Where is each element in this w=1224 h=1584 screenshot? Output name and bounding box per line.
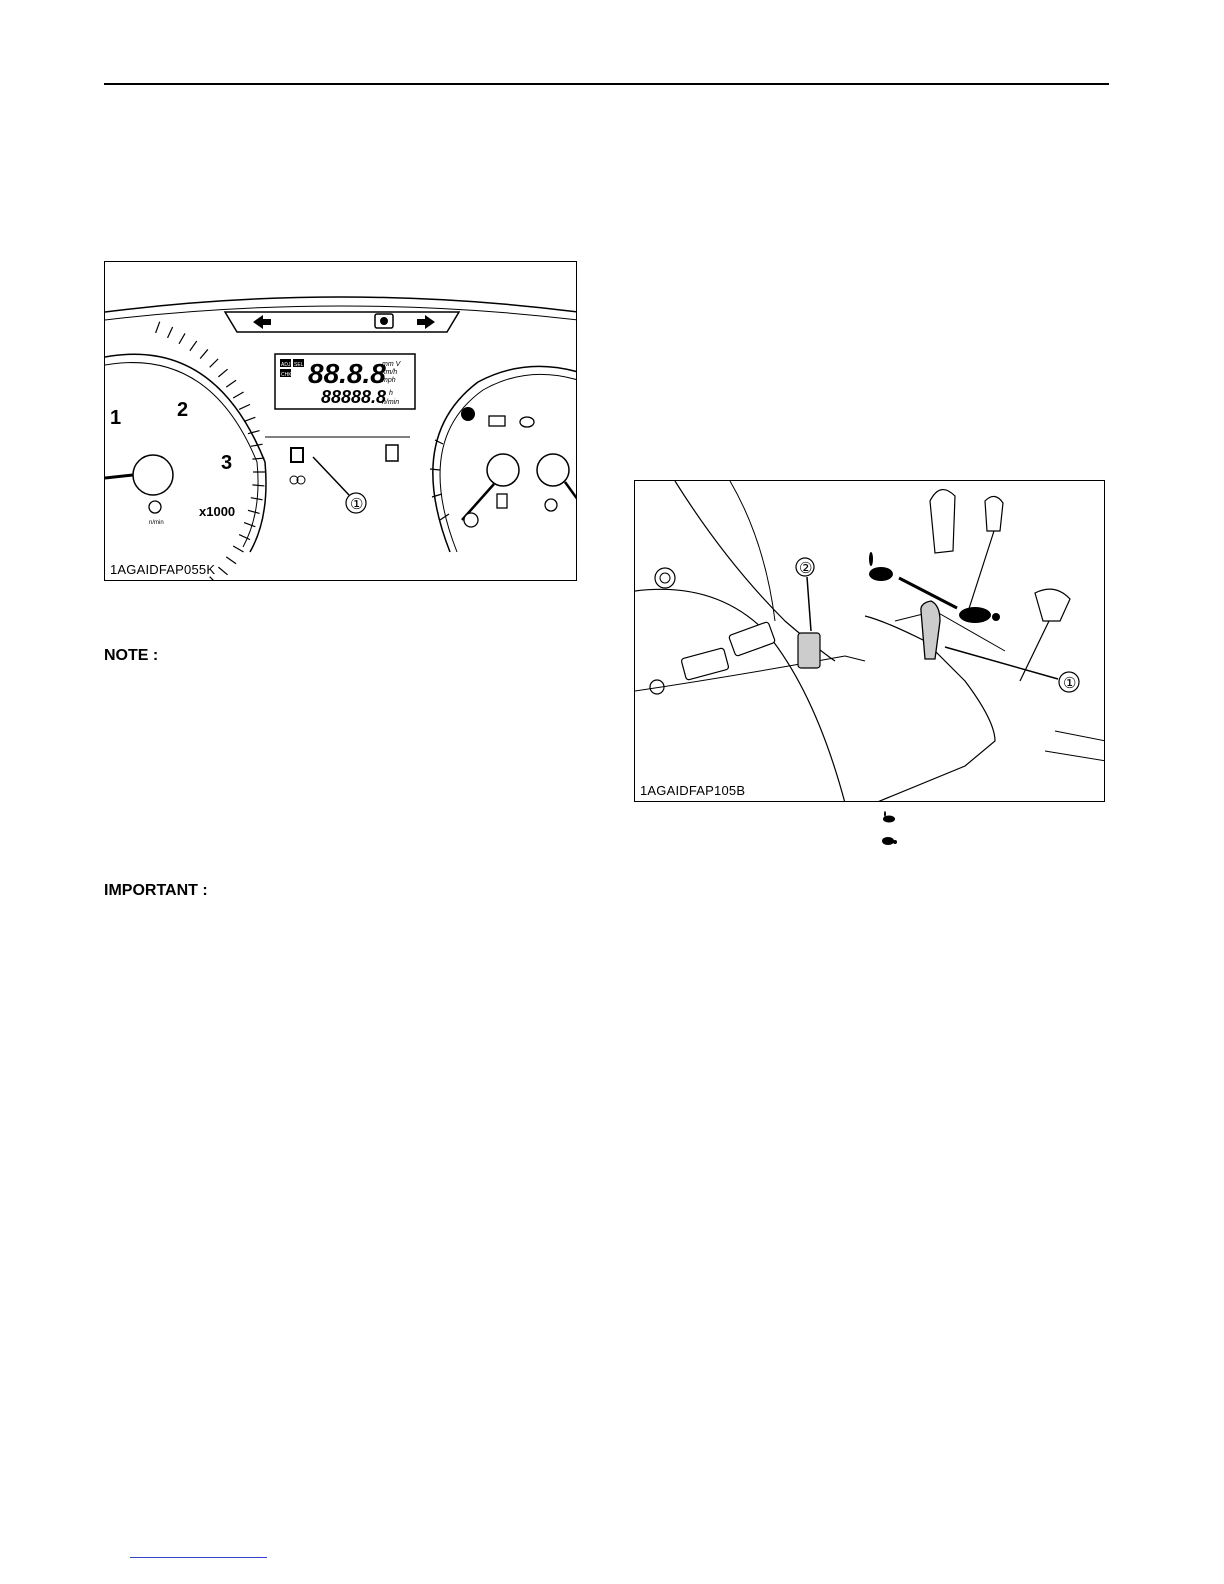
tach-number-3: 3 (221, 452, 233, 474)
range-shift-lever-drawing (635, 481, 1105, 802)
legend-rabbit-icon (881, 811, 897, 826)
upper-lever (985, 496, 1003, 531)
tach-unit: n/min (149, 520, 164, 526)
tach-tick (251, 498, 263, 500)
tach-tick (233, 546, 243, 552)
tach-tick (156, 322, 160, 333)
tach-tick (252, 485, 264, 486)
fuel-gauge-hub (487, 454, 519, 486)
tach-tick (168, 327, 173, 338)
callout-2: ② (799, 560, 813, 577)
tach-tick (233, 392, 243, 398)
lcd-top-digits: 88.8.8 (308, 358, 386, 389)
lcd-unit-mmv: mm V (382, 361, 401, 368)
engine-speed-icon (149, 501, 161, 513)
lcd-bottom-digits: 88888.8 (321, 387, 387, 407)
tach-needle (105, 475, 133, 478)
instrument-panel-drawing (105, 262, 577, 581)
callout-1b: ① (1063, 675, 1077, 692)
coolant-cold-icon (461, 407, 475, 421)
temp-gauge-needle (565, 482, 577, 500)
footer-link-underline (130, 1557, 267, 1558)
tach-tick (218, 369, 227, 377)
fuel-warning-icon (386, 445, 398, 461)
lcd-badge-sel: SEL (294, 362, 304, 368)
important-label: IMPORTANT : (104, 882, 208, 899)
side-lever (1035, 589, 1070, 621)
rabbit-icon (869, 552, 893, 581)
lcd-unit-h: h (389, 390, 393, 397)
tach-number-1: 1 (110, 407, 122, 429)
callout-1: ① (350, 496, 364, 513)
tach-tick (244, 523, 255, 527)
brake-pedals (681, 621, 776, 680)
figure2-code: 1AGAIDFAP105B (640, 783, 746, 798)
tach-tick (179, 333, 185, 343)
4wd-icon (291, 448, 303, 462)
tach-tick (239, 404, 250, 409)
oil-icon (520, 417, 534, 427)
tach-hub (133, 455, 173, 495)
tach-tick (190, 341, 197, 351)
legend-turtle-icon (881, 834, 897, 849)
tach-tick (244, 417, 255, 421)
battery-icon (489, 416, 505, 426)
coolant-temp-icon (545, 499, 557, 511)
callout-2-arrow (807, 577, 811, 631)
tach-tick (200, 349, 208, 358)
figure1-code: 1AGAIDFAP055K (110, 562, 216, 577)
tach-tick (252, 458, 264, 459)
tach-tick (248, 510, 260, 513)
empty-marker-icon (464, 513, 478, 527)
tach-tick-marks (131, 322, 265, 581)
callout-1-arrow (945, 647, 1058, 679)
glow-plug-icon (290, 476, 305, 484)
lcd-unit-mph: mph (382, 377, 396, 384)
note-label: NOTE : (104, 647, 159, 664)
tach-tick (226, 557, 236, 564)
tach-tick (226, 380, 236, 387)
hst-pedal (798, 633, 820, 668)
range-gear-lever (921, 601, 940, 659)
lcd-badge-adj: ADJ (281, 362, 291, 368)
lcd-unit-nmin: n/min (382, 399, 400, 406)
tach-tick (210, 359, 218, 367)
tach-tick (210, 577, 218, 581)
tach-tick (218, 567, 227, 575)
instrument-panel-figure (104, 261, 577, 581)
fuel-icon (497, 494, 507, 508)
callout-arrow (313, 457, 349, 495)
tach-number-2: 2 (177, 399, 189, 421)
lcd-unit-kmh: km/h (382, 369, 398, 376)
temp-gauge-hub (537, 454, 569, 486)
range-shift-lever-figure (634, 480, 1105, 802)
lcd-badge-chk: CHK (281, 372, 292, 378)
tach-multiplier: x1000 (199, 504, 236, 519)
header-rule (104, 83, 1109, 85)
